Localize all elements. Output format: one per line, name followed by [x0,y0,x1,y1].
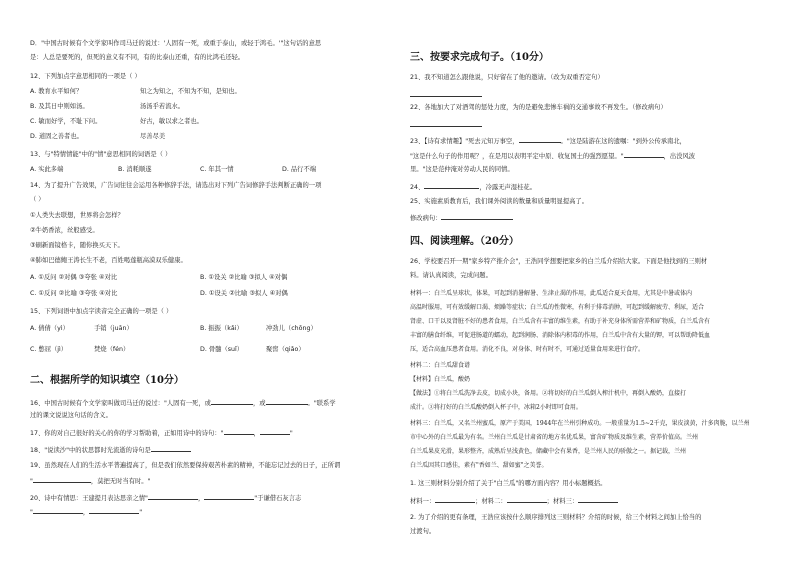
q23-blank-2[interactable] [624,151,664,158]
q20-text-a: 20、诗中有情思：王建提月表达思亲之情" [30,495,148,502]
q24-text: ，冷露无声湿桂花。 [479,184,536,191]
material-3-line1: 材料三：白兰瓜，又名兰州蜜瓜，原产于美国，1944年在兰州引种成功。一般重量为1.5~2千克，果皮淡黄，汁多肉脆，以兰州 [410,420,750,427]
q20-blank-2[interactable] [204,493,254,500]
q25-blank[interactable] [441,213,513,220]
q17-blank-2[interactable] [260,428,290,435]
q17-blank-1[interactable] [224,428,254,435]
material-3-line3: 白兰瓜果皮光滑，果形整齐，成熟后呈浅黄色，储藏中会有果香，是兰州人民的骄傲之一。据记载，兰州 [410,448,687,455]
material-2-title: 材料二：白兰瓜甜食谱 [410,362,471,369]
q16-text-c: 。"联系学 [307,400,336,407]
q18-text: 18、"说读沙"中的状思都时光流逝的诗句是 [30,447,151,454]
q19-quote-open: " [30,478,33,485]
q25-fix-line [410,213,513,223]
q20-blank-1[interactable] [148,493,198,500]
q17-text-b: ， [253,430,260,437]
question-25: 25、实施素质教育后，我们课外阅读的数量和质量明显提高了。 [410,198,589,205]
question-14-line2: （ ） [30,196,45,203]
q15-b-word1: B. 振振（kǎi） [200,325,243,332]
q12-c-left: C. 敏而好学，不耻下问。 [30,118,102,125]
material-3-line4: 白兰瓜因其口感佳，素有"香如兰、甜如蜜"之美誉。 [410,462,548,469]
question-19-line2 [30,476,150,486]
q14-option-b: B. ①设关 ②比喻 ③拟人 ④对偶 [200,274,288,281]
q22-blank[interactable] [410,120,482,127]
sub-question-1: 1. 这三则材料分别介绍了关于"白兰瓜"的哪方面内容？用小标题概括。 [410,480,607,487]
material-1-line3: 肾虚、口干以及肾脏不好的患者食用，白兰瓜含有丰富的维生素，有助于补充身体所需营养和矿物质，白兰瓜含有 [410,318,711,325]
question-19-line1: 19、虽然现在人们的生活水平普遍提高了，但是我们依然要保持艰苦朴素的精神，不能忘记过去的日子，正所谓 [30,462,341,469]
q16-blank-2[interactable] [266,398,308,405]
q14-option-c: C. ①反问 ②比喻 ③夸张 ④对比 [30,290,118,297]
question-23-line1 [410,136,686,146]
q20-text-c: "于谦借石灰言志 [254,495,302,502]
q23-text-d: ，出没风波 [663,153,696,160]
q13-option-b: B. 消耗顺遂 [118,166,152,173]
sub1-label-2: ；材料二： [475,498,507,505]
q15-b-word2: 冲劲儿（chōng） [266,325,317,332]
q14-sentence-3: ③刷新面镜格卡，随你换买天下。 [30,242,124,249]
question-16 [30,398,336,408]
q12-d-left: D. 道固之善者也。 [30,133,83,140]
q15-d-word1: D. 骨髓（suǐ） [200,346,244,353]
question-15: 15、下列词语中加点字读音完全正确的一项是（ ） [30,308,173,315]
q14-option-d: D. ①设关 ②比喻 ③拟人 ④对偶 [200,290,288,297]
question-13: 13、与"特情情能"中的"情"意思相同的词语是（ ） [30,151,172,158]
q19-text-end: ，莫把无时当有时。" [90,478,151,485]
material-1-line2: 高温时服用，可有效缓解口渴、烦躁等症状；白兰瓜的性微寒，有利于排毒消肿，可起到缓解疲劳、利尿，适合 [410,304,705,311]
q15-c-word2: 焚烧（fén） [94,346,130,353]
sub1-blank-2[interactable] [507,496,547,503]
q12-b-right: 汤汤乎若流水。 [140,103,185,110]
q12-d-right: 尽善尽美 [140,133,166,140]
option-d-line2: 是：人总是要死的，但死的意义有不同，有的比泰山还重，有的比鸿毛还轻。 [30,54,245,61]
q23-text-c: "这是什么句子的作用呢？，在是用以表明平定中原、收复国土的强烈愿望。" [410,153,624,160]
sub-question-2-line2: 过渡句。 [410,528,436,535]
q15-a-word2: 手销（juān） [94,325,133,332]
material-1-line5: 压，适合高血压患者食用。消化不良，对身体、时有时不，可通过适量食用来进行食疗。 [410,346,645,353]
q20-text-b: ， [197,495,205,502]
q19-blank[interactable] [33,476,91,483]
q16-text-a: 16、中国古时候有个文学家叫做司马迁的说过："人固有一死，或 [30,400,211,407]
q16-blank-1[interactable] [211,398,253,405]
material-1-line4: 丰富的膳食纤维，可促进肠道的蠕动，起到润肠、消除体内积毒的作用，白兰瓜中含有大量的钾，可以帮助降低血 [410,332,711,339]
question-12: 12、下列加点字意思相同的一项是（ ） [30,73,141,80]
material-2-line1: 【做法】①将白兰瓜洗净去皮，切成小块，备用。②将切好的白兰瓜倒入榨汁机中，再倒入酸奶，直接打 [410,390,687,397]
q16-text-b: ，或 [252,400,266,407]
question-24 [410,182,536,192]
q12-c-right: 好古，敏以求之者也。 [140,118,203,125]
sub1-blank-3[interactable] [578,496,618,503]
question-20-line2 [30,507,142,517]
q18-blank[interactable] [151,445,191,452]
q13-option-c: C. 年其一情 [200,166,234,173]
question-18 [30,445,191,455]
q13-option-a: A. 实此多端 [30,166,64,173]
sub1-label-3: ；材料三： [546,498,579,505]
option-d-line1: D．"中国古时候有个文学家叫作司马迁的说过：'人固有一死，或重于泰山，或轻于鸿毛。'"这句话的意思 [30,40,322,47]
q20-quote-close: " [139,509,143,516]
q25-fix-label: 修改病句： [410,215,442,222]
question-23-line2 [410,151,695,161]
q23-text-a: 23、【诗有求情趣】"死去元知万事空， [410,138,519,145]
sub-question-2-line1: 2. 为了介绍的更有条理，王浩应该按什么顺序排列这三则材料？介绍的时候，给三个材料之间加上恰当的 [410,514,702,521]
question-26-line2: 料。请认真阅读，完成问题。 [410,272,492,279]
q21-blank[interactable] [410,90,482,97]
section-3-heading: 三、按要求完成句子。（10分） [410,52,549,63]
q23-text-b: 。"这是陆游在这的遗嘱："到外公传承南北， [560,138,686,145]
q15-d-word2: 聚窖（qiǎo） [266,346,305,353]
q12-a-right: 知之为知之，不知为不知，是知也。 [140,88,241,95]
q24-label: 24、 [410,184,425,191]
sub1-blank-1[interactable] [435,496,475,503]
section-2-heading: 二、根据所学的知识填空（10分） [30,375,184,386]
question-16-line2: 过的课文说说这句话的含义。 [30,412,112,419]
q22-answer-line [410,120,482,130]
question-26-line1: 26、学校要召开一期"家乡特产推介会"，王浩同学想要把家乡的白兰瓜介绍给大家。下面是他找到的三则材 [410,258,708,265]
q15-a-word1: A. 倩倩（yì） [30,325,69,332]
q17-text-c: " [289,430,293,437]
q12-b-left: B. 及其日中则如汤。 [30,103,89,110]
q14-sentence-4: ④肺如巴德鲍王涛长生不老，百姓喝莲瓶高漠双乐健康。 [30,257,187,264]
q14-option-a: A. ①反问 ②对偶 ③夸张 ④对比 [30,274,118,281]
q17-text-a: 17、你的对自己很好的关心的你的学习帮助着，正如用诗中的诗句：" [30,430,224,437]
question-17 [30,428,293,438]
sub1-label-1: 材料一： [410,498,436,505]
material-1-line1: 材料一：白兰瓜呈球状，体果，可起到消暑解暑、生津止渴的作用，此瓜适合夏天食用，尤其是中暑或体内 [410,290,693,297]
q15-c-word1: C. 憋屈（jì） [30,346,68,353]
q20-blank-4[interactable] [89,507,139,514]
q21-answer-line [410,90,482,100]
question-20-line1 [30,493,301,503]
question-23-line3: 里。"这是范仲淹对劳动人民的同情。 [410,166,514,173]
q20-blank-3[interactable] [33,507,83,514]
section-4-heading: 四、阅读理解。（20分） [410,236,519,247]
sub-question-1-answers [410,496,618,506]
q13-option-d: D. 品行不端 [282,166,317,173]
question-21: 21、我不知道怎么跟他说，只好留在了他的邀请。（改为双重否定句） [410,74,604,81]
material-3-line2: 市中心外的白兰瓜最为有名。兰州白兰瓜是甘肃省的地方名优瓜果，富含矿物质及维生素，营养价值高。兰州 [410,434,699,441]
q20-quote-open: " [30,509,33,516]
q20-text-d: ， [82,509,90,516]
material-2-line2: 成汁。③将打好的白兰瓜酸奶倒入杯子中，冰箱2小时即可食用。 [410,404,582,411]
q14-sentence-1: ①人类失去联想，世界将会怎样？ [30,212,124,219]
material-2-ingredients: 【材料】白兰瓜，酸奶 [410,376,471,383]
q12-a-left: A. 教育水平如何？ [30,88,83,95]
q14-sentence-2: ②牛奶香浓，丝般感受。 [30,227,99,234]
q23-blank-1[interactable] [519,136,561,143]
q24-blank[interactable] [424,182,479,189]
question-14-line1: 14、为了提升广告效果，广告词往往会运用各种修辞手法，请选出对下列广告词修辞手法判断正确的一项 [30,182,322,189]
question-22: 22、各地加大了对酒驾的惩处力度，为的是避免悲惨车祸的交通事故不再发生。（修改病句） [410,104,667,111]
